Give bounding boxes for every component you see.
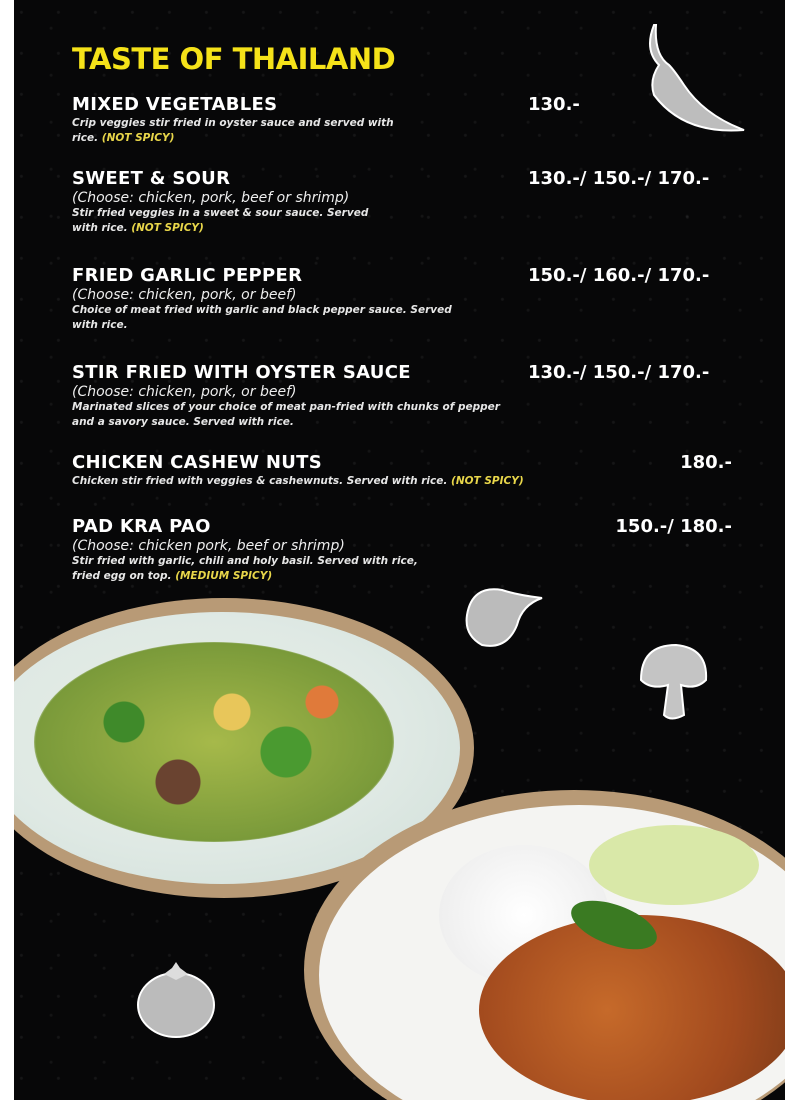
- spice-level: (MEDIUM SPICY): [175, 570, 273, 582]
- item-choice: (Choose: chicken pork, beef or shrimp): [72, 538, 345, 554]
- item-name: FRIED GARLIC PEPPER: [72, 265, 303, 286]
- tomato-icon: [134, 960, 219, 1040]
- menu-page: [14, 0, 785, 1100]
- item-price: 130.-/ 150.-/ 170.-: [528, 168, 710, 189]
- mushroom-icon: [636, 640, 711, 725]
- item-price: 150.-/ 160.-/ 170.-: [528, 265, 710, 286]
- spice-level: (NOT SPICY): [131, 222, 204, 234]
- spice-level: (NOT SPICY): [451, 475, 524, 487]
- item-desc: Crip veggies stir fried in oyster sauce and served with rice.: [72, 117, 394, 144]
- item-price: 180.-: [680, 452, 732, 473]
- item-name: MIXED VEGETABLES: [72, 94, 278, 115]
- item-desc: Choice of meat fried with garlic and black pepper sauce. Served with rice.: [72, 304, 452, 331]
- menu-item: [72, 516, 732, 584]
- item-price: 130.-/ 150.-/ 170.-: [528, 362, 710, 383]
- item-desc: Chicken stir fried with veggies & cashewnuts. Served with rice.: [72, 475, 448, 487]
- menu-item: [72, 362, 732, 430]
- menu-item: [72, 452, 732, 489]
- menu-title: TASTE OF THAILAND: [72, 42, 396, 76]
- item-price: 130.-: [528, 94, 580, 115]
- spice-level: (NOT SPICY): [101, 132, 175, 144]
- menu-item: [72, 168, 732, 236]
- chili-icon: [634, 20, 749, 140]
- garlic-icon: [462, 580, 547, 650]
- item-name: SWEET & SOUR: [72, 168, 231, 189]
- item-name: PAD KRA PAO: [72, 516, 211, 537]
- menu-item: [72, 265, 732, 333]
- item-name: STIR FRIED WITH OYSTER SAUCE: [72, 362, 411, 383]
- item-name: CHICKEN CASHEW NUTS: [72, 452, 322, 473]
- item-choice: (Choose: chicken, pork, or beef): [72, 384, 297, 400]
- item-choice: (Choose: chicken, pork, beef or shrimp): [72, 190, 350, 206]
- item-desc: Stir fried with garlic, chili and holy basil. Served with rice, fried egg on top.: [72, 555, 418, 582]
- item-price: 150.-/ 180.-: [615, 516, 732, 537]
- item-desc: Stir fried veggies in a sweet & sour sauce. Served with rice.: [72, 207, 369, 234]
- item-desc: Marinated slices of your choice of meat pan-fried with chunks of pepper and a savory sauce. Served with rice.: [72, 401, 500, 428]
- item-choice: (Choose: chicken, pork, or beef): [72, 287, 297, 303]
- menu-item: [72, 94, 732, 146]
